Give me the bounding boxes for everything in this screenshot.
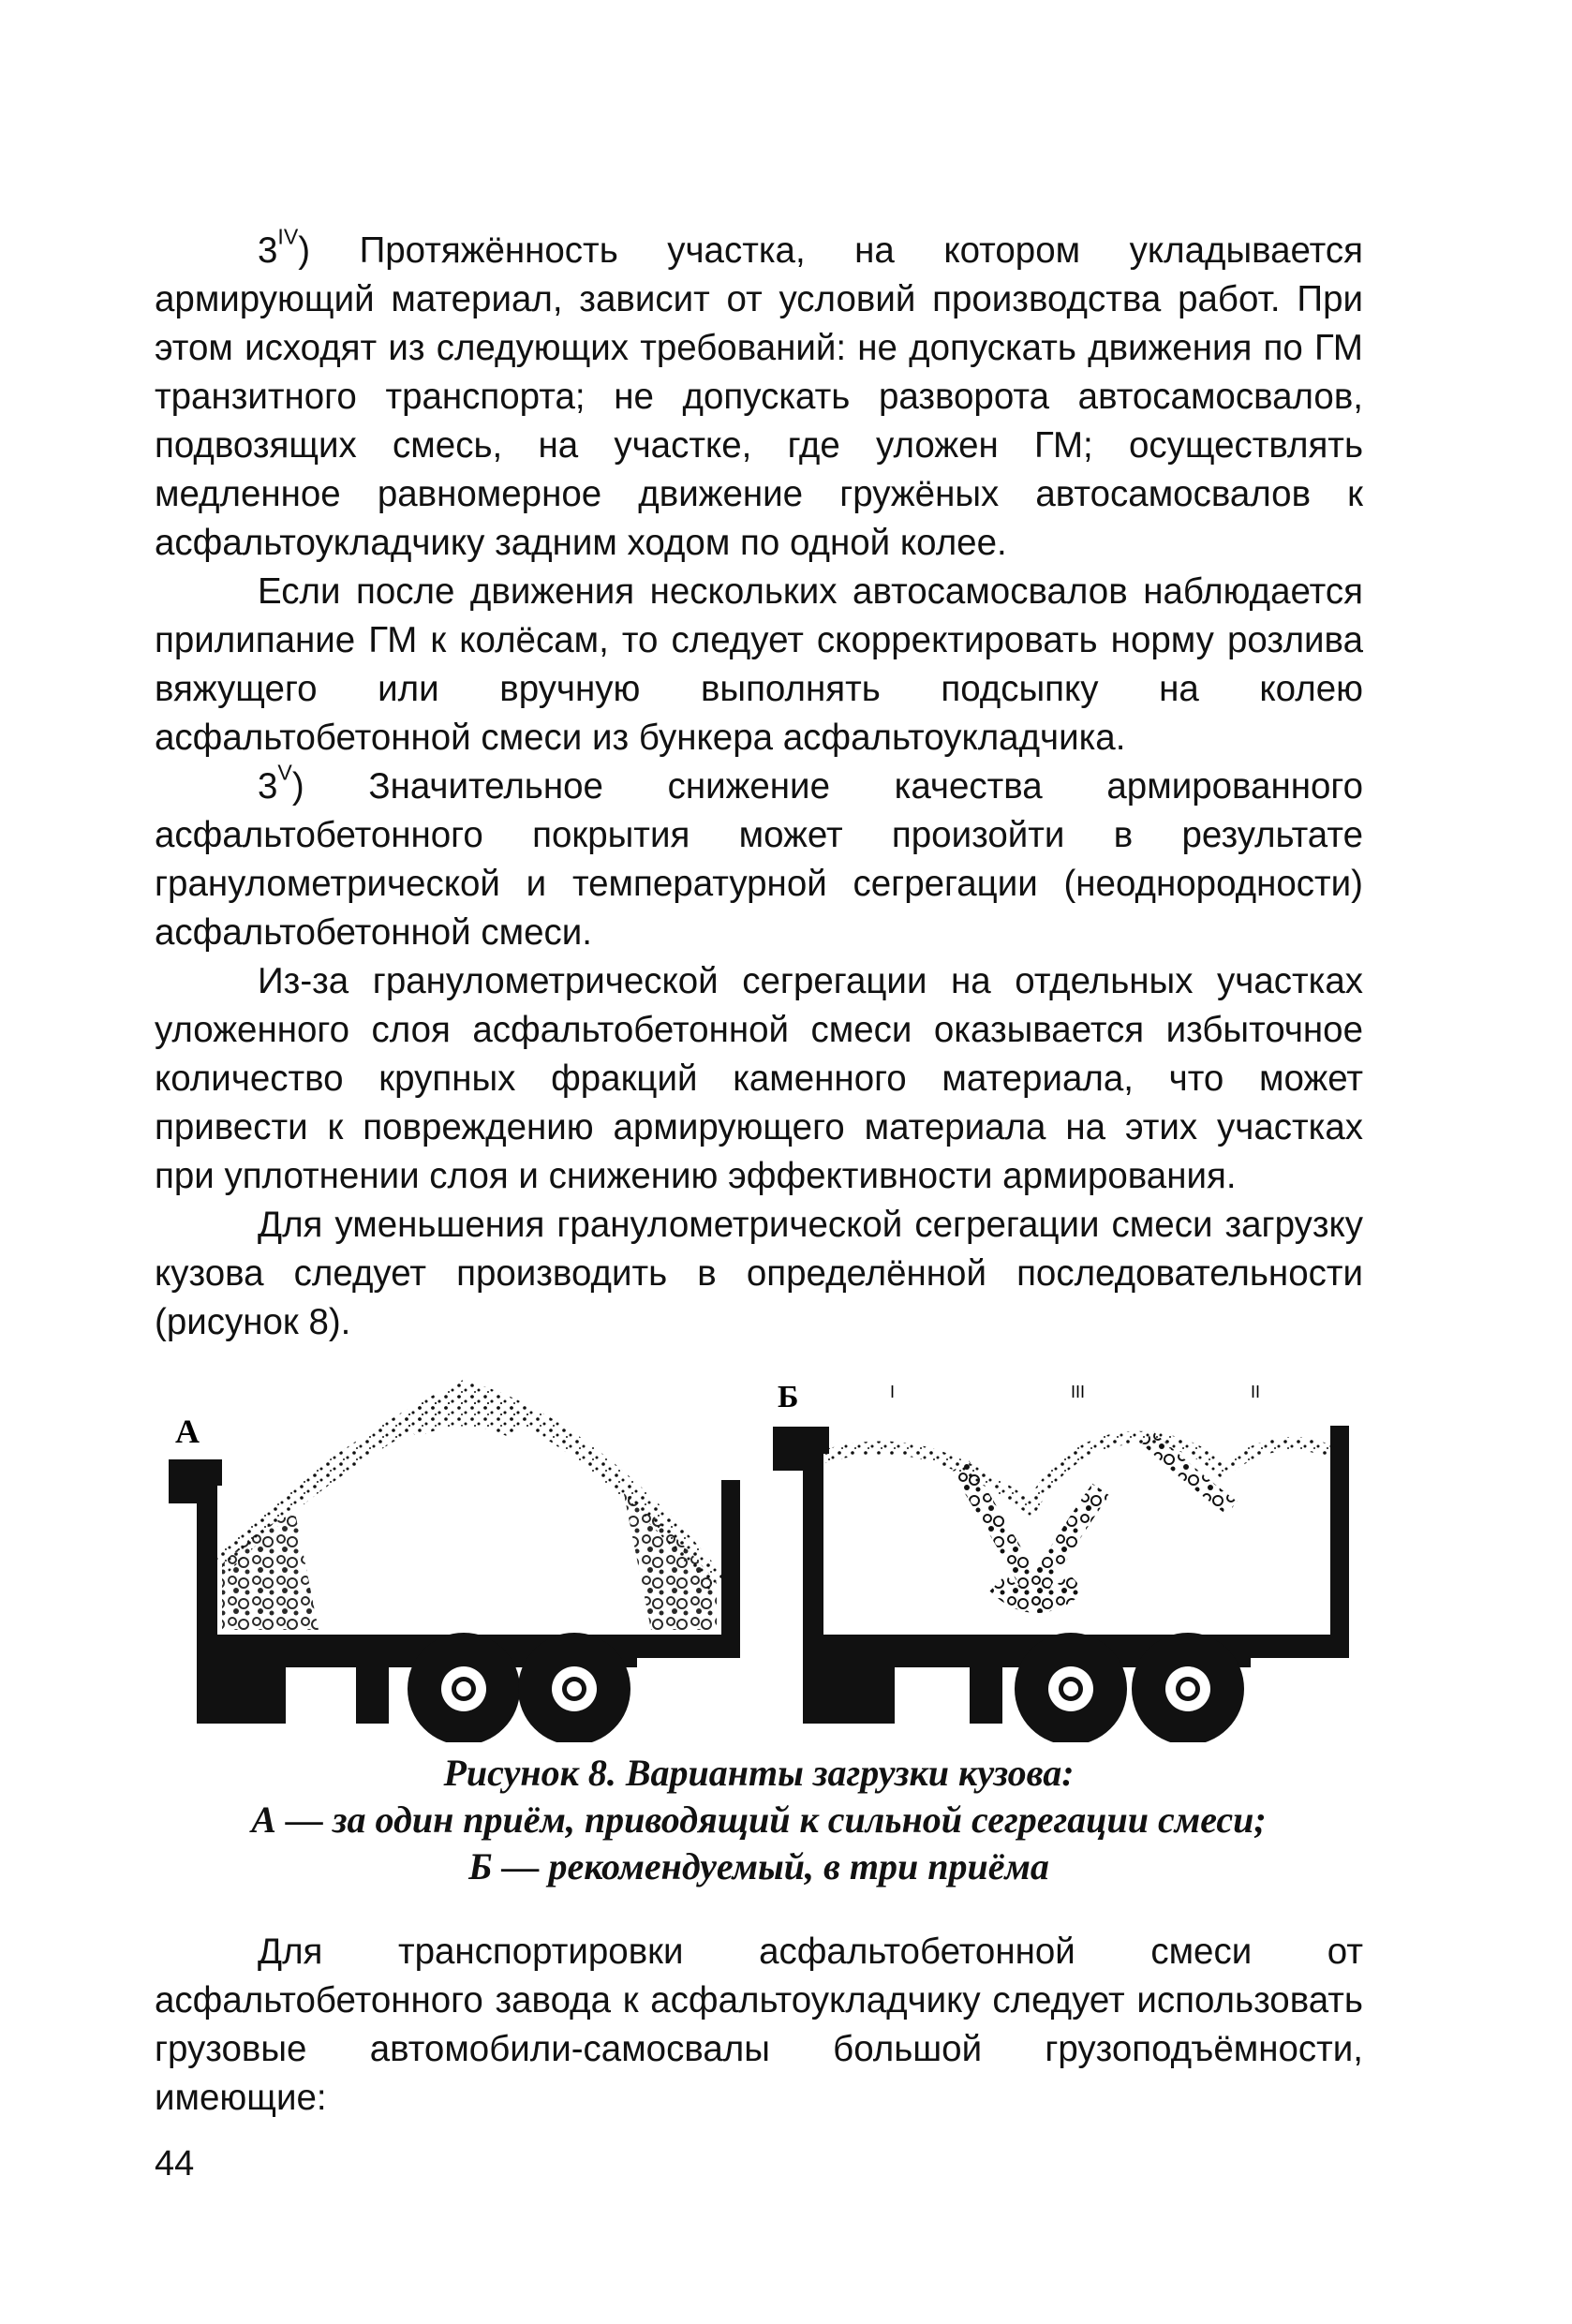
figure-caption	[155, 1750, 1363, 1890]
truck-a-wheel-front	[408, 1633, 520, 1742]
item-marker-sup: IV	[277, 224, 299, 249]
label-a: А	[175, 1413, 200, 1450]
truck-b-front-wall	[803, 1452, 823, 1653]
paragraph-text: Из-за гранулометрической сегрегации на отдельных участках уложенного слоя асфальтобетонной смеси оказывается избыточное количество крупных фракций каменного материала, что может привести к повреждению армирующего материала на этих участках при уплотнении слоя и снижению эффективности армирования.	[155, 961, 1363, 1196]
label-b: Б	[778, 1380, 799, 1414]
figure-drawing	[155, 1349, 1363, 1742]
truck-b	[773, 1380, 1349, 1742]
load-mark-2: III	[1071, 1383, 1086, 1401]
truck-a	[169, 1391, 740, 1742]
truck-b-rear-wall	[1330, 1426, 1349, 1641]
caption-line-2: А — за один приём, приводящий к сильной сегрегации смеси;	[251, 1799, 1267, 1841]
figure-truck-loading	[155, 1349, 1363, 1742]
paragraph-segregation	[155, 957, 1363, 1201]
paragraph-text: ) Протяжённость участка, на котором укладывается армирующий материал, зависит от условий производства работ. При этом исходят из следующих требований: не допускать движения по ГМ транзитного транспорта; не допускать разворота автосамосвалов, подвозящих смесь, на участке, где уложен ГМ; осуществлять медленное равномерное движение гружёных автосамосвалов к асфальтоукладчику задним ходом по одной колее.	[155, 230, 1363, 563]
caption-line-3: Б — рекомендуемый, в три приёма	[468, 1845, 1049, 1887]
truck-a-rear-wall	[721, 1480, 740, 1641]
main-text-bottom	[155, 1928, 1363, 2123]
main-text-top	[155, 224, 1363, 1347]
paragraph-loading-order	[155, 1201, 1363, 1347]
truck-b-wheel-front	[1015, 1633, 1127, 1742]
load-mark-1: I	[890, 1383, 896, 1401]
paragraph-text: Для уменьшения гранулометрической сегрегации смеси загрузку кузова следует производить в определённой последовательности (рисунок 8).	[155, 1205, 1363, 1342]
paragraph-text: ) Значительное снижение качества армированного асфальтобетонного покрытия может произойти в результате гранулометрической и температурной сегрегации (неоднородности) асфальтобетонной смеси.	[155, 766, 1363, 953]
caption-line-1: Рисунок 8. Варианты загрузки кузова:	[443, 1752, 1075, 1794]
truck-a-front-wall	[197, 1485, 217, 1651]
paragraph-3v	[155, 762, 1363, 957]
paragraph-transport: Для транспортировки асфальтобетонной смеси от асфальтобетонного завода к асфальтоукладчику следует использовать грузовые автомобили-самосвалы большой грузоподъёмности, имеющие:	[155, 1932, 1363, 2118]
paragraph-text: Если после движения нескольких автосамосвалов наблюдается прилипание ГМ к колёсам, то следует скорректировать норму розлива вяжущего или вручную выполнять подсыпку на колею асфальтобетонной смеси из бункера асфальтоукладчика.	[155, 571, 1363, 758]
page-number: 44	[155, 2144, 195, 2183]
truck-a-wheel-rear	[518, 1633, 630, 1742]
paragraph-sticking	[155, 568, 1363, 762]
paragraph-3iv	[155, 224, 1363, 568]
truck-b-wheel-rear	[1132, 1633, 1244, 1742]
item-marker: 3	[258, 230, 278, 271]
item-marker: 3	[258, 766, 278, 807]
item-marker-sup: V	[277, 760, 292, 785]
load-mark-3: II	[1251, 1383, 1261, 1401]
